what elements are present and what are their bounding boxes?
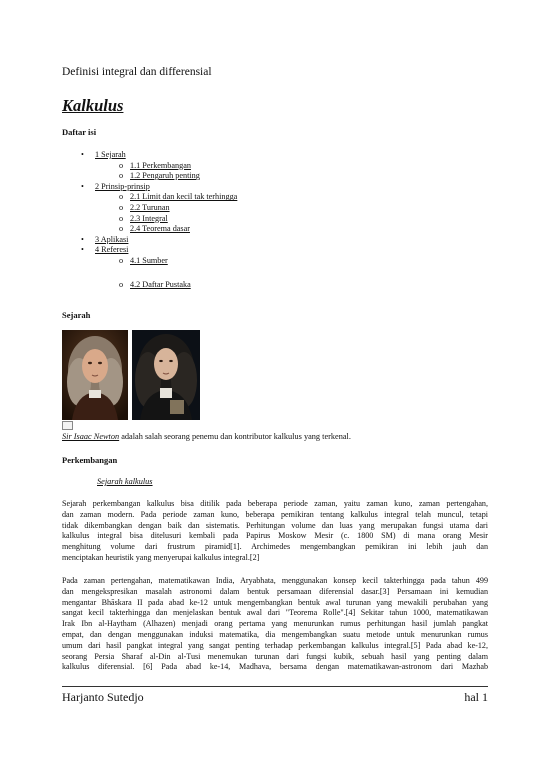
bullet-icon: • <box>81 245 84 255</box>
paragraph-line: Sejarah perkembangan kalkulus bisa ditilik pada beberapa periode zaman, yaitu zaman kuno, zaman pertengahan, <box>62 499 488 508</box>
toc-link[interactable]: 4.1 Sumber <box>130 255 168 265</box>
subheading-sejarah-kalkulus[interactable]: Sejarah kalkulus <box>97 477 153 486</box>
toc-link[interactable]: 3 Aplikasi <box>95 234 129 244</box>
image-caption <box>62 432 351 441</box>
newton-portrait <box>62 330 128 420</box>
broken-image-icon <box>62 421 73 430</box>
paragraph-line: seorang Persia Sharaf al-Din al-Tusi menemukan turunan dari fungsi kubik, sebuah hasil yang penting dalam <box>62 651 488 661</box>
paragraph-line: dan mengekspresikan masalah astronomi dalam bentuk persamaan diferensial dasar.[3] Persamaan ini kemudian <box>62 586 488 596</box>
paragraph-line: sangat kecil takterhingga dan menjelaskan bentuk awal dari "Teorema Rolle".[4] Sekitar tahun 1000, matematikawan <box>62 608 488 618</box>
circle-bullet-icon: o <box>119 213 124 223</box>
circle-bullet-icon: o <box>119 255 124 265</box>
circle-bullet-icon: o <box>119 224 124 234</box>
section-heading-perkembangan: Perkembangan <box>62 455 118 465</box>
document-title: Definisi integral dan differensial <box>62 66 212 78</box>
toc-link[interactable]: 2.1 Limit dan kecil tak terhingga <box>130 192 238 202</box>
footer-divider <box>62 686 488 687</box>
toc-link[interactable]: 2 Prinsip-prinsip <box>95 181 150 191</box>
article-heading[interactable]: Kalkulus <box>62 96 124 115</box>
bullet-icon: • <box>81 181 84 191</box>
section-heading-sejarah: Sejarah <box>62 310 91 320</box>
paragraph-line: menghitung volume dari frustrum piramid[1]. Archimedes mengembangkan pemikiran ini lebih jauh dan <box>62 542 488 552</box>
paragraph-ancient <box>62 499 488 564</box>
toc-title: Daftar isi <box>62 127 97 137</box>
paragraph-line: Irak Ibn al-Haytham (Alhazen) menjadi orang pertama yang menurunkan rumus perhitungan hasil jumlah pangkat <box>62 619 488 629</box>
toc-link[interactable]: 4.2 Daftar Pustaka <box>130 279 191 289</box>
toc-link[interactable]: 2.2 Turunan <box>130 202 170 212</box>
leibniz-portrait <box>132 330 200 420</box>
paragraph-line: kalkulus integral bisa ditelusuri kembali pada Papirus Moskow Mesir (c. 1800 SM) di mana orang Mesir <box>62 531 488 541</box>
paragraph-medieval <box>62 576 488 673</box>
footer-page-number: hal 1 <box>464 690 488 704</box>
paragraph-line: tidak dikembangkan dengan baik dan sistematis. Perhitungan volume dan luas yang merupakan fungsi utama dari <box>62 520 488 530</box>
circle-bullet-icon: o <box>119 202 124 212</box>
toc-link[interactable]: 2.3 Integral <box>130 213 168 223</box>
circle-bullet-icon: o <box>119 160 124 170</box>
paragraph-line: umum dari hasil pangkat integral yang sangat penting terhadap perkembangan kalkulus integral.[5] Pada abad ke-12, <box>62 640 488 650</box>
bullet-icon: • <box>81 234 84 244</box>
bullet-icon: • <box>81 150 84 159</box>
paragraph-line: dan zaman modern. Pada periode zaman kuno, beberapa pemikiran tentang kalkulus integral telah muncul, tetapi <box>62 509 488 519</box>
circle-bullet-icon: o <box>119 279 124 289</box>
caption-text: adalah salah seorang penemu dan kontributor kalkulus yang terkenal. <box>119 432 351 441</box>
toc-link[interactable]: 1.1 Perkembangan <box>130 160 191 170</box>
paragraph-line: kalkulus diferensial. [6] Pada abad ke-14, Madhava, bersama dengan matematikawan-astronom dari Mazhab <box>62 662 488 672</box>
paragraph-line: menciptakan heuristik yang menyerupai kalkulus integral.[2] <box>62 552 260 562</box>
footer-author: Harjanto Sutedjo <box>62 690 144 704</box>
toc-link[interactable]: 4 Referesi <box>95 245 129 255</box>
paragraph-line: Pada zaman pertengahan, matematikawan India, Aryabhata, menggunakan konsep kecil takterhingga pada tahun 499 <box>62 576 488 585</box>
toc-link[interactable]: 1.2 Pengaruh penting <box>130 171 200 181</box>
toc-link[interactable]: 1 Sejarah <box>95 150 126 159</box>
paragraph-line: empat, dan dengan menggunakan induksi matematika, dia mengembangkan suatu metode untuk menurunkan rumus <box>62 629 488 639</box>
paragraph-line: mengantar Bhāskara II pada abad ke-12 untuk mengembangkan bentuk awal turunan yang mewakili perubahan yang <box>62 597 488 607</box>
toc-link[interactable]: 2.4 Teorema dasar <box>130 224 190 234</box>
circle-bullet-icon: o <box>119 171 124 181</box>
circle-bullet-icon: o <box>119 192 124 202</box>
caption-link[interactable]: Sir Isaac Newton <box>62 432 120 441</box>
